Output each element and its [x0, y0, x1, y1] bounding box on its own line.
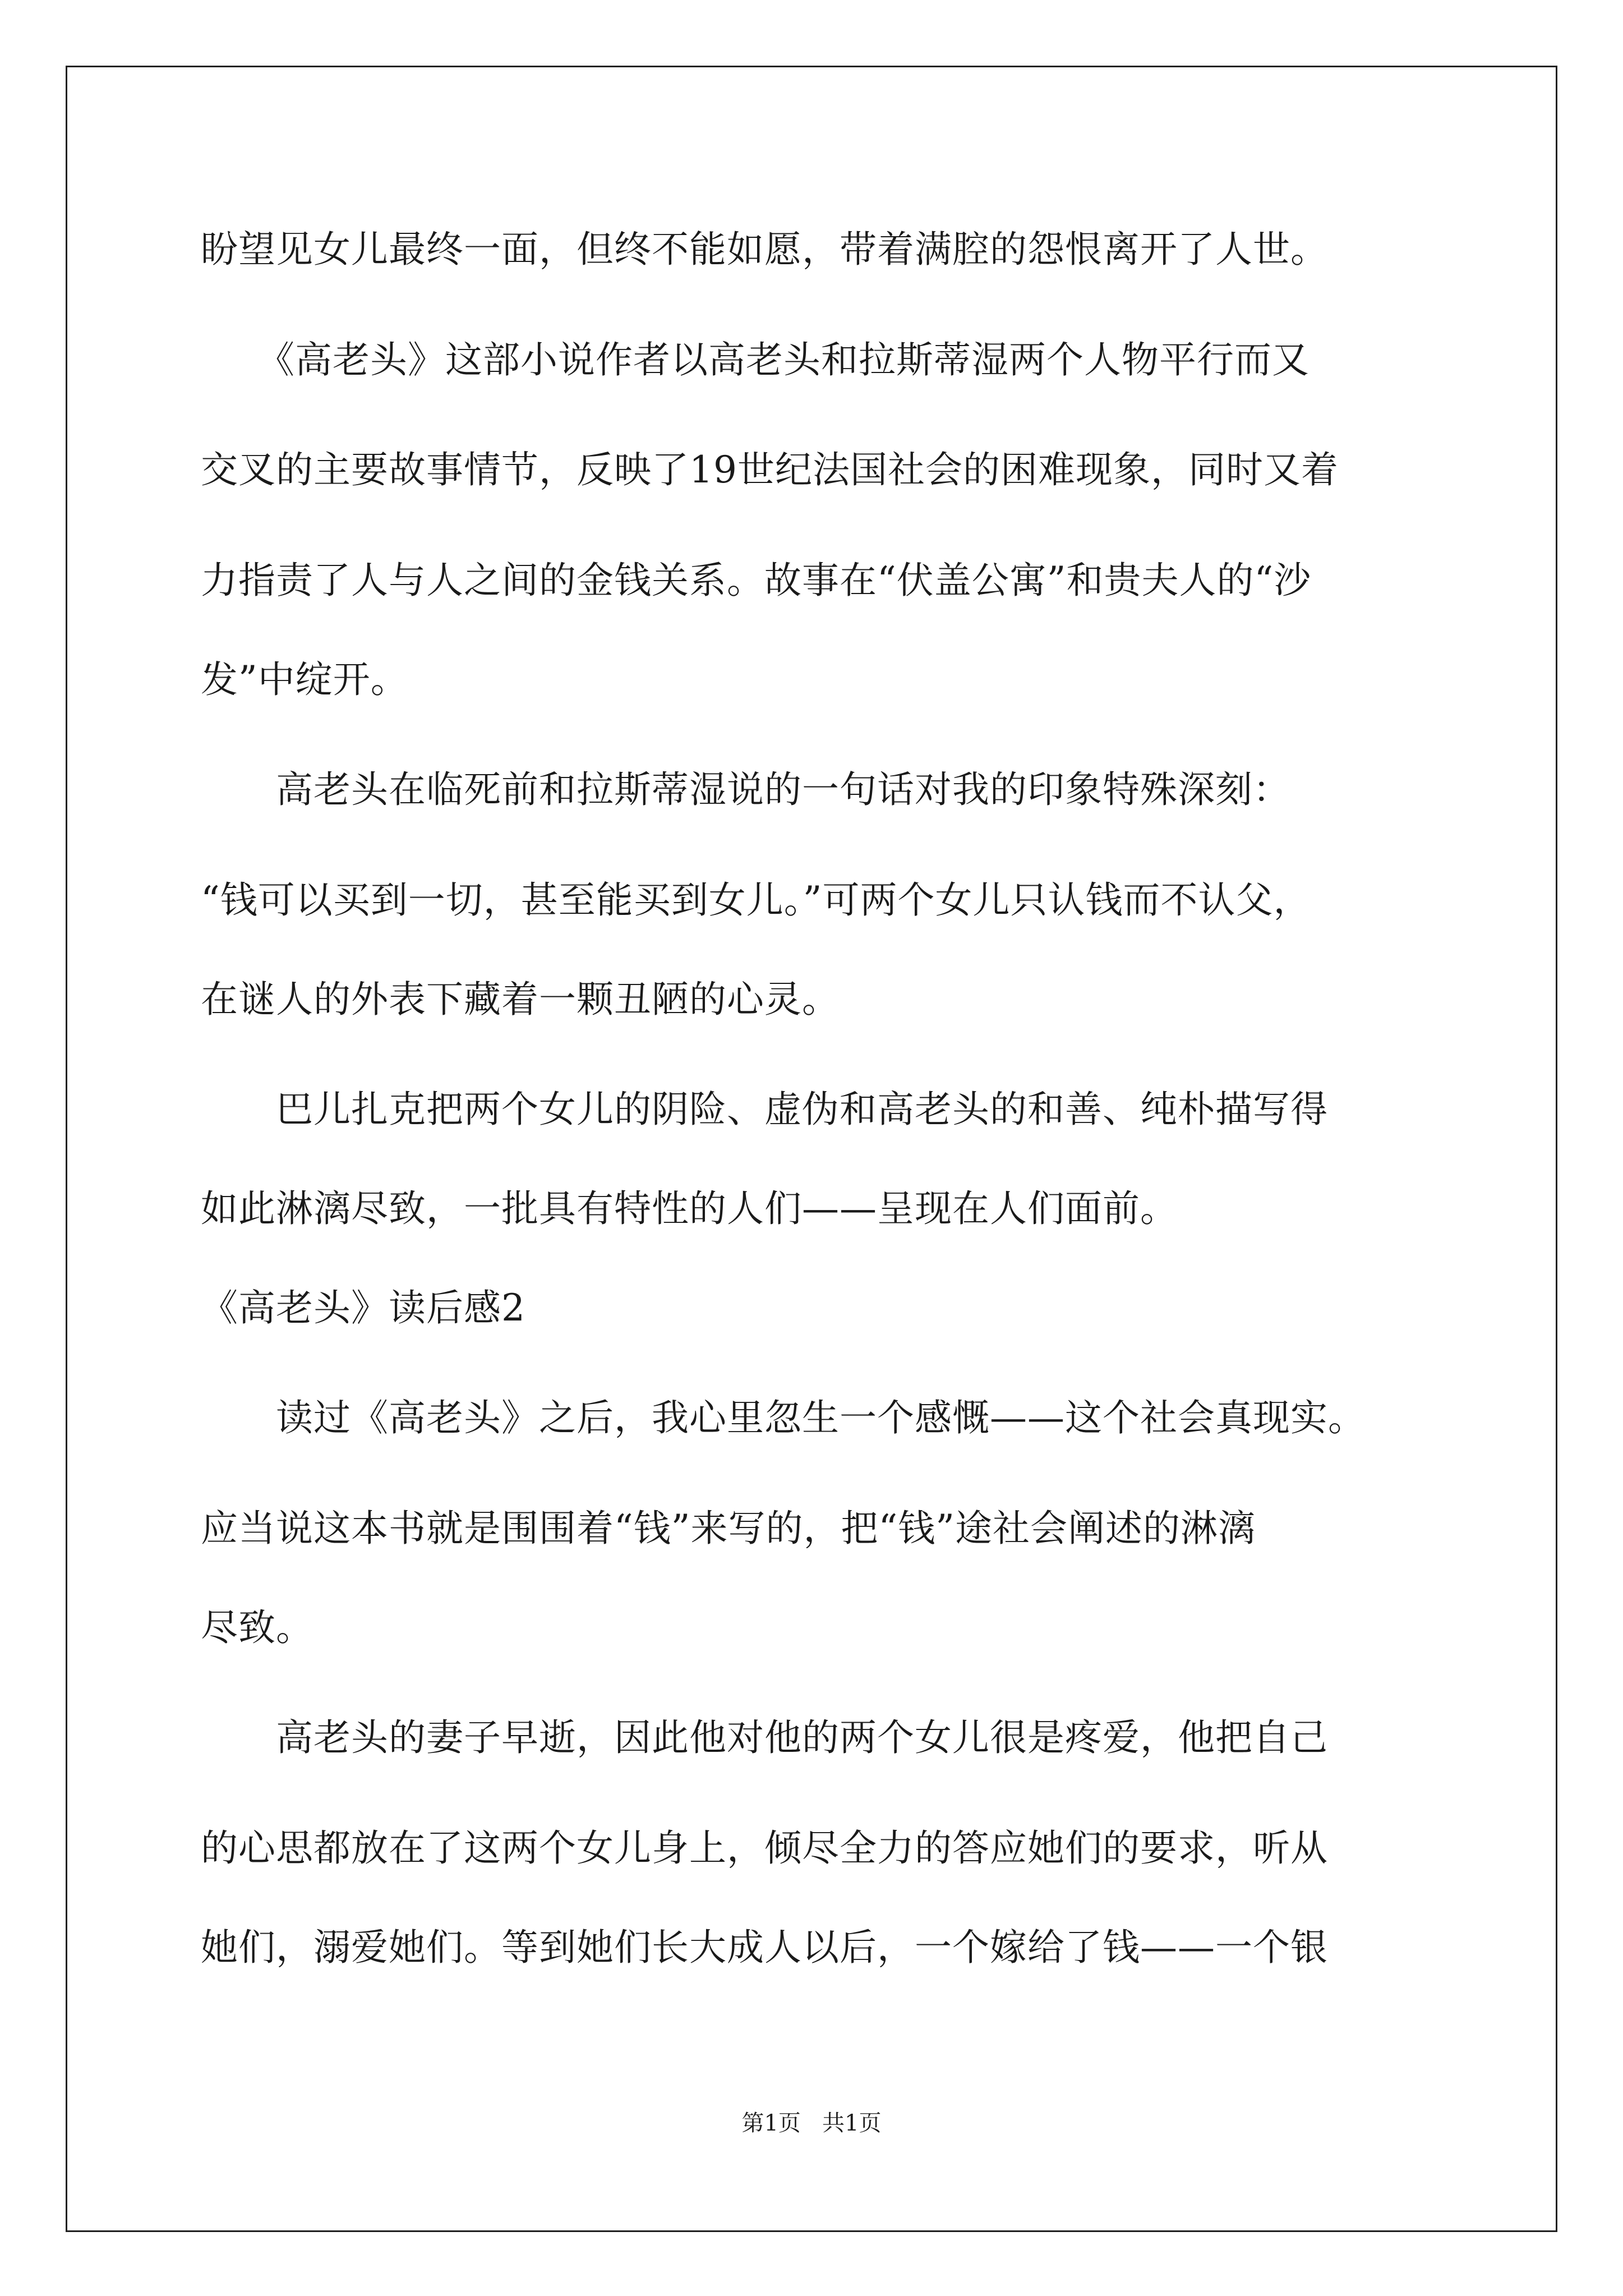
- text-line: 她们，溺爱她们。等到她们长大成人以后，一个嫁给了钱——一个银: [201, 1926, 1328, 1969]
- text-line: 《高老头》这部小说作者以高老头和拉斯蒂湿两个人物平行而又: [201, 338, 1310, 381]
- text-line: 的心思都放在了这两个女儿身上，倾尽全力的答应她们的要求，听从: [201, 1826, 1328, 1870]
- text-line: 交叉的主要故事情节，反映了19世纪法国社会的困难现象，同时又着: [201, 448, 1339, 491]
- section-heading: 《高老头》读后感2: [201, 1286, 525, 1329]
- text-line: 力指责了人与人之间的金钱关系。故事在“伏盖公寓”和贵夫人的“沙: [201, 559, 1312, 602]
- text-line: 读过《高老头》之后，我心里忽生一个感慨——这个社会真现实。: [201, 1396, 1366, 1439]
- text-line: “钱可以买到一切，甚至能买到女儿。”可两个女儿只认钱而不认父，: [201, 878, 1311, 922]
- text-line: 如此淋漓尽致，一批具有特性的人们——呈现在人们面前。: [201, 1187, 1178, 1230]
- page-border: [66, 66, 1557, 2232]
- text-line: 盼望见女儿最终一面，但终不能如愿，带着满腔的怨恨离开了人世。: [201, 228, 1328, 271]
- text-line: 高老头的妻子早逝，因此他对他的两个女儿很是疼爱，他把自己: [201, 1716, 1328, 1759]
- text-line: 高老头在临死前和拉斯蒂湿说的一句话对我的印象特殊深刻：: [201, 768, 1290, 811]
- text-line: 应当说这本书就是围围着“钱”来写的，把“钱”途社会阐述的淋漓: [201, 1507, 1256, 1550]
- page-number-footer: 第1页 共1页: [741, 2110, 882, 2136]
- text-line: 巴儿扎克把两个女儿的阴险、虚伪和高老头的和善、纯朴描写得: [201, 1088, 1328, 1131]
- text-line: 尽致。: [201, 1606, 313, 1649]
- text-line: 在谜人的外表下藏着一颗丑陋的心灵。: [201, 978, 840, 1021]
- text-line: 发”中绽开。: [201, 658, 408, 701]
